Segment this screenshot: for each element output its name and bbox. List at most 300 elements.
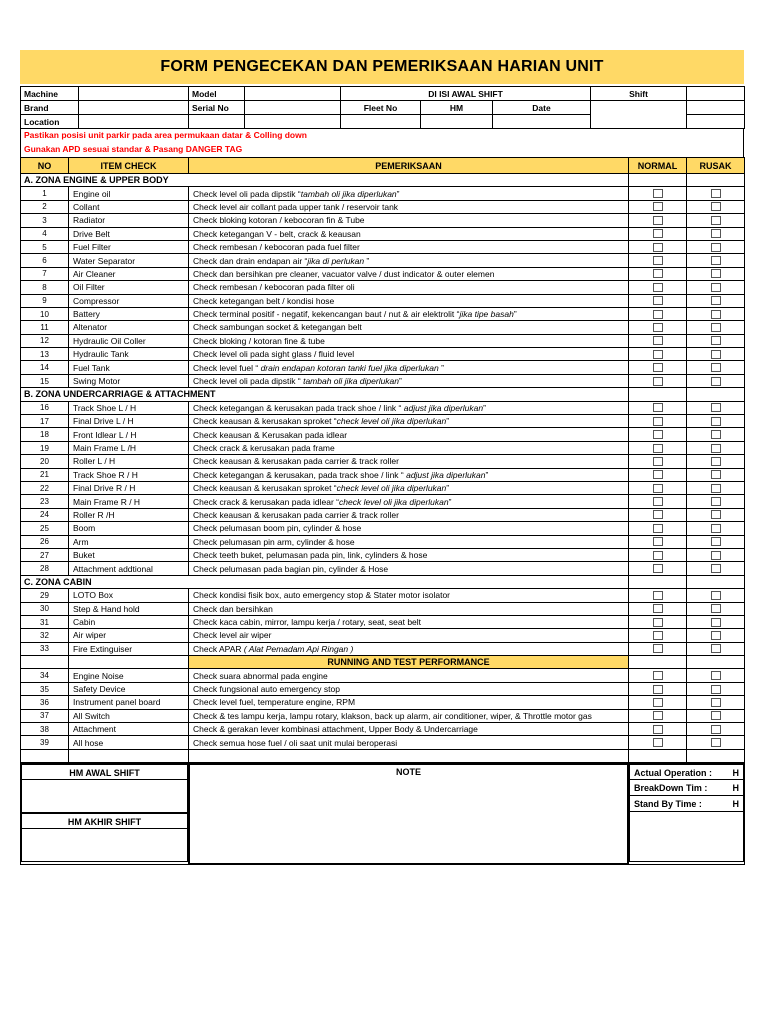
rusak-checkbox-cell[interactable] [687, 254, 745, 267]
checklist-table [20, 157, 745, 763]
rusak-checkbox-cell[interactable] [687, 374, 745, 387]
normal-checkbox-cell[interactable] [629, 481, 687, 494]
section-header-label: A. ZONA ENGINE & UPPER BODY [21, 174, 629, 187]
rusak-checkbox[interactable] [711, 604, 721, 613]
normal-checkbox[interactable] [653, 591, 663, 600]
rusak-checkbox[interactable] [711, 363, 721, 372]
normal-checkbox-cell[interactable] [629, 200, 687, 213]
row-item-check: All hose [69, 736, 189, 749]
normal-checkbox-cell[interactable] [629, 723, 687, 736]
table-row [21, 615, 745, 628]
section-header-label: B. ZONA UNDERCARRIAGE & ATTACHMENT [21, 388, 629, 401]
table-row [21, 508, 745, 521]
normal-checkbox-cell[interactable] [629, 240, 687, 253]
row-item-check: Swing Motor [69, 374, 189, 387]
normal-checkbox-cell[interactable] [629, 736, 687, 749]
rusak-checkbox[interactable] [711, 537, 721, 546]
rusak-checkbox-cell[interactable] [687, 481, 745, 494]
hm-akhir-shift-value[interactable] [21, 829, 188, 862]
row-pemeriksaan [189, 709, 629, 722]
normal-checkbox[interactable] [653, 618, 663, 627]
rusak-checkbox[interactable] [711, 283, 721, 292]
normal-checkbox-cell[interactable] [629, 535, 687, 548]
location-label: Location [21, 115, 79, 129]
row-number: 1 [21, 187, 69, 200]
location-value[interactable] [79, 115, 189, 129]
normal-checkbox-cell[interactable] [629, 589, 687, 602]
info-spare-cell-5 [687, 115, 745, 129]
pemeriksaan-emphasis: jika di perlukan [307, 255, 365, 266]
normal-checkbox-cell[interactable] [629, 642, 687, 655]
table-row [21, 361, 745, 374]
rusak-checkbox-cell[interactable] [687, 401, 745, 414]
rusak-checkbox[interactable] [711, 336, 721, 345]
table-row [21, 562, 745, 575]
pemeriksaan-text: Check level oli pada sight glass / fluid level [193, 349, 355, 360]
rusak-checkbox[interactable] [711, 229, 721, 238]
rusak-checkbox[interactable] [711, 470, 721, 479]
normal-checkbox[interactable] [653, 430, 663, 439]
table-row [21, 240, 745, 253]
row-number: 22 [21, 481, 69, 494]
rusak-checkbox[interactable] [711, 457, 721, 466]
pemeriksaan-text: Check ketegangan & kerusakan, pada track shoe / link “ [193, 469, 407, 480]
hm-value[interactable] [421, 115, 493, 129]
normal-checkbox[interactable] [653, 243, 663, 252]
shift-value[interactable] [591, 101, 687, 129]
rusak-checkbox[interactable] [711, 685, 721, 694]
pemeriksaan-text: Check level air collant pada upper tank / reservoir tank [193, 201, 399, 212]
normal-checkbox-cell[interactable] [629, 227, 687, 240]
rusak-checkbox[interactable] [711, 377, 721, 386]
normal-checkbox-cell[interactable] [629, 187, 687, 200]
rusak-checkbox[interactable] [711, 591, 721, 600]
normal-checkbox[interactable] [653, 256, 663, 265]
rusak-checkbox-cell[interactable] [687, 187, 745, 200]
row-pemeriksaan [189, 723, 629, 736]
row-pemeriksaan [189, 589, 629, 602]
row-item-check: LOTO Box [69, 589, 189, 602]
normal-checkbox[interactable] [653, 417, 663, 426]
table-row [21, 696, 745, 709]
pemeriksaan-text: Check keausan & kerusakan sproket “ [193, 416, 337, 427]
normal-checkbox[interactable] [653, 510, 663, 519]
normal-checkbox-cell[interactable] [629, 334, 687, 347]
band-item-cell [69, 656, 189, 669]
row-item-check: Water Separator [69, 254, 189, 267]
pemeriksaan-tail: ” [483, 402, 486, 413]
normal-checkbox-cell[interactable] [629, 374, 687, 387]
table-row [21, 548, 745, 561]
normal-checkbox[interactable] [653, 644, 663, 653]
rusak-checkbox-cell[interactable] [687, 428, 745, 441]
rusak-checkbox[interactable] [711, 524, 721, 533]
normal-checkbox-cell[interactable] [629, 522, 687, 535]
time-summary-blank[interactable] [629, 812, 744, 862]
col-header-item-check: ITEM CHECK [69, 158, 189, 174]
rusak-checkbox-cell[interactable] [687, 321, 745, 334]
rusak-checkbox-cell[interactable] [687, 240, 745, 253]
pemeriksaan-text: Check & tes lampu kerja, lampu rotary, klakson, back up alarm, air conditioner, wiper, & Throttle motor gas [193, 710, 592, 721]
rusak-checkbox-cell[interactable] [687, 307, 745, 320]
rusak-checkbox-cell[interactable] [687, 348, 745, 361]
row-pemeriksaan [189, 214, 629, 227]
row-pemeriksaan [189, 562, 629, 575]
row-pemeriksaan [189, 348, 629, 361]
row-item-check: Step & Hand hold [69, 602, 189, 615]
normal-checkbox[interactable] [653, 631, 663, 640]
model-label: Model [189, 87, 245, 101]
normal-checkbox-cell[interactable] [629, 294, 687, 307]
pemeriksaan-text: Check keausan & kerusakan pada carrier & track roller [193, 456, 399, 467]
time-label-actual-operation: Actual Operation : [634, 768, 713, 779]
col-header-normal: NORMAL [629, 158, 687, 174]
normal-checkbox[interactable] [653, 497, 663, 506]
row-number: 10 [21, 307, 69, 320]
row-number: 3 [21, 214, 69, 227]
col-header-pemeriksaan: PEMERIKSAAN [189, 158, 629, 174]
normal-checkbox[interactable] [653, 711, 663, 720]
rusak-checkbox-cell[interactable] [687, 562, 745, 575]
row-item-check: Safety Device [69, 682, 189, 695]
pemeriksaan-text: Check & gerakan lever kombinasi attachment, Upper Body & Undercarriage [193, 724, 478, 735]
rusak-checkbox[interactable] [711, 350, 721, 359]
row-pemeriksaan [189, 321, 629, 334]
normal-checkbox[interactable] [653, 671, 663, 680]
rusak-checkbox[interactable] [711, 189, 721, 198]
rusak-checkbox-cell[interactable] [687, 709, 745, 722]
fleet-no-value[interactable] [341, 115, 421, 129]
normal-checkbox[interactable] [653, 229, 663, 238]
pemeriksaan-tail: ” [438, 362, 444, 373]
pemeriksaan-emphasis: drain endapan kotoran tanki fuel jika diperlukan [260, 362, 439, 373]
info-spare-cell-3 [189, 115, 245, 129]
normal-checkbox-cell[interactable] [629, 348, 687, 361]
rusak-checkbox[interactable] [711, 644, 721, 653]
row-pemeriksaan [189, 736, 629, 749]
row-item-check: Attachment [69, 723, 189, 736]
note-block [189, 764, 629, 865]
normal-checkbox-cell[interactable] [629, 254, 687, 267]
normal-checkbox-cell[interactable] [629, 709, 687, 722]
table-row [21, 374, 745, 387]
rusak-checkbox[interactable] [711, 671, 721, 680]
rusak-checkbox[interactable] [711, 296, 721, 305]
normal-checkbox[interactable] [653, 283, 663, 292]
normal-checkbox-cell[interactable] [629, 415, 687, 428]
row-pemeriksaan [189, 294, 629, 307]
row-item-check: All Switch [69, 709, 189, 722]
normal-checkbox-cell[interactable] [629, 696, 687, 709]
normal-checkbox[interactable] [653, 350, 663, 359]
rusak-checkbox[interactable] [711, 269, 721, 278]
rusak-checkbox-cell[interactable] [687, 214, 745, 227]
row-number: 21 [21, 468, 69, 481]
normal-checkbox-cell[interactable] [629, 669, 687, 682]
rusak-checkbox-cell[interactable] [687, 508, 745, 521]
pemeriksaan-tail: ” [396, 188, 400, 199]
row-pemeriksaan [189, 267, 629, 280]
rusak-checkbox[interactable] [711, 430, 721, 439]
time-row-breakdown-time[interactable] [629, 780, 744, 796]
rusak-checkbox[interactable] [711, 417, 721, 426]
col-header-no: NO [21, 158, 69, 174]
hm-shift-block [21, 764, 189, 865]
section-header-row [21, 174, 745, 187]
row-number: 23 [21, 495, 69, 508]
rusak-checkbox-cell[interactable] [687, 615, 745, 628]
normal-checkbox-cell[interactable] [629, 495, 687, 508]
rusak-checkbox-cell[interactable] [687, 495, 745, 508]
normal-checkbox[interactable] [653, 738, 663, 747]
row-item-check: Radiator [69, 214, 189, 227]
page-title-text: FORM PENGECEKAN DAN PEMERIKSAAN HARIAN UNIT [160, 58, 604, 75]
time-label-breakdown-time: BreakDown Tim : [634, 783, 708, 794]
table-row [21, 187, 745, 200]
rusak-checkbox-cell[interactable] [687, 200, 745, 213]
unit-info-table [20, 86, 745, 129]
normal-checkbox-cell[interactable] [629, 602, 687, 615]
band-label: RUNNING AND TEST PERFORMANCE [189, 656, 629, 669]
normal-checkbox[interactable] [653, 444, 663, 453]
normal-checkbox-cell[interactable] [629, 562, 687, 575]
table-row [21, 468, 745, 481]
serial-no-value[interactable] [245, 101, 341, 115]
table-row [21, 307, 745, 320]
rusak-checkbox[interactable] [711, 711, 721, 720]
row-number: 25 [21, 522, 69, 535]
rusak-checkbox[interactable] [711, 444, 721, 453]
normal-checkbox[interactable] [653, 457, 663, 466]
rusak-checkbox[interactable] [711, 256, 721, 265]
row-item-check: Arm [69, 535, 189, 548]
footer-table [20, 763, 745, 865]
rusak-checkbox-cell[interactable] [687, 629, 745, 642]
rusak-checkbox[interactable] [711, 698, 721, 707]
rusak-checkbox-cell[interactable] [687, 267, 745, 280]
normal-checkbox[interactable] [653, 296, 663, 305]
row-pemeriksaan [189, 495, 629, 508]
rusak-checkbox-cell[interactable] [687, 334, 745, 347]
normal-checkbox[interactable] [653, 323, 663, 332]
section-rusak-cell [687, 388, 745, 401]
rusak-checkbox[interactable] [711, 243, 721, 252]
normal-checkbox-cell[interactable] [629, 468, 687, 481]
brand-label: Brand [21, 101, 79, 115]
rusak-checkbox[interactable] [711, 310, 721, 319]
normal-checkbox-cell[interactable] [629, 281, 687, 294]
row-number: 15 [21, 374, 69, 387]
info-spare-cell-2 [687, 101, 745, 115]
rusak-checkbox[interactable] [711, 738, 721, 747]
machine-value[interactable] [79, 87, 189, 101]
row-number: 27 [21, 548, 69, 561]
row-number: 39 [21, 736, 69, 749]
normal-checkbox-cell[interactable] [629, 214, 687, 227]
normal-checkbox[interactable] [653, 310, 663, 319]
rusak-checkbox[interactable] [711, 631, 721, 640]
normal-checkbox-cell[interactable] [629, 267, 687, 280]
rusak-checkbox-cell[interactable] [687, 441, 745, 454]
rusak-checkbox[interactable] [711, 564, 721, 573]
normal-checkbox[interactable] [653, 564, 663, 573]
row-pemeriksaan [189, 441, 629, 454]
normal-checkbox[interactable] [653, 604, 663, 613]
rusak-checkbox[interactable] [711, 323, 721, 332]
normal-checkbox[interactable] [653, 685, 663, 694]
time-row-actual-operation[interactable] [629, 764, 744, 780]
normal-checkbox[interactable] [653, 470, 663, 479]
note-label[interactable]: NOTE [189, 764, 628, 864]
rusak-checkbox-cell[interactable] [687, 723, 745, 736]
info-spare-cell-4 [245, 115, 341, 129]
di-isi-awal-shift-header: DI ISI AWAL SHIFT [341, 87, 591, 101]
rusak-checkbox-cell[interactable] [687, 589, 745, 602]
rusak-checkbox-cell[interactable] [687, 682, 745, 695]
pemeriksaan-text: Check pelumasan pin arm, cylinder & hose [193, 536, 355, 547]
rusak-checkbox[interactable] [711, 551, 721, 560]
normal-checkbox[interactable] [653, 551, 663, 560]
normal-checkbox[interactable] [653, 484, 663, 493]
pemeriksaan-emphasis: tambah oli jika diperlukan [300, 188, 397, 199]
rusak-checkbox-cell[interactable] [687, 642, 745, 655]
normal-checkbox[interactable] [653, 336, 663, 345]
rusak-checkbox-cell[interactable] [687, 522, 745, 535]
rusak-checkbox[interactable] [711, 618, 721, 627]
row-item-check: Front Idlear L / H [69, 428, 189, 441]
normal-checkbox[interactable] [653, 403, 663, 412]
normal-checkbox-cell[interactable] [629, 307, 687, 320]
row-pemeriksaan [189, 602, 629, 615]
footer-row [21, 764, 745, 865]
normal-checkbox[interactable] [653, 202, 663, 211]
band-row [21, 656, 745, 669]
normal-checkbox[interactable] [653, 377, 663, 386]
row-pemeriksaan [189, 361, 629, 374]
row-number: 13 [21, 348, 69, 361]
row-number: 4 [21, 227, 69, 240]
rusak-checkbox-cell[interactable] [687, 548, 745, 561]
rusak-checkbox-cell[interactable] [687, 736, 745, 749]
normal-checkbox-cell[interactable] [629, 361, 687, 374]
normal-checkbox-cell[interactable] [629, 682, 687, 695]
rusak-checkbox[interactable] [711, 510, 721, 519]
date-value[interactable] [493, 115, 591, 129]
table-row [21, 535, 745, 548]
row-pemeriksaan [189, 481, 629, 494]
normal-checkbox[interactable] [653, 524, 663, 533]
rusak-checkbox-cell[interactable] [687, 696, 745, 709]
rusak-checkbox-cell[interactable] [687, 227, 745, 240]
model-value[interactable] [245, 87, 341, 101]
normal-checkbox[interactable] [653, 189, 663, 198]
pemeriksaan-text: Check rembesan / kebocoran pada filter oli [193, 282, 355, 293]
pemeriksaan-text: Check semua hose fuel / oli saat unit mulai beroperasi [193, 737, 398, 748]
row-pemeriksaan [189, 548, 629, 561]
row-pemeriksaan [189, 187, 629, 200]
rusak-checkbox[interactable] [711, 403, 721, 412]
rusak-checkbox-cell[interactable] [687, 468, 745, 481]
pemeriksaan-emphasis: check level oli jika diperlukan [336, 416, 447, 427]
pemeriksaan-text: Check keausan & Kerusakan pada idlear [193, 429, 348, 440]
normal-checkbox[interactable] [653, 725, 663, 734]
hm-awal-shift-value[interactable] [21, 780, 188, 813]
pemeriksaan-text: Check level oli pada dipstik “ [193, 376, 304, 387]
rusak-checkbox-cell[interactable] [687, 281, 745, 294]
section-header-label: C. ZONA CABIN [21, 575, 629, 588]
machine-label: Machine [21, 87, 79, 101]
info-spare-cell-1 [687, 87, 745, 101]
rusak-checkbox-cell[interactable] [687, 602, 745, 615]
brand-value[interactable] [79, 101, 189, 115]
blank-row [21, 749, 745, 762]
row-number: 36 [21, 696, 69, 709]
rusak-checkbox[interactable] [711, 484, 721, 493]
table-row [21, 709, 745, 722]
normal-checkbox[interactable] [653, 363, 663, 372]
normal-checkbox[interactable] [653, 537, 663, 546]
normal-checkbox[interactable] [653, 698, 663, 707]
rusak-checkbox-cell[interactable] [687, 415, 745, 428]
pemeriksaan-tail: ” [364, 255, 370, 266]
pemeriksaan-text: Check kondisi fisik box, auto emergency stop & Stater motor isolator [193, 590, 451, 601]
normal-checkbox-cell[interactable] [629, 508, 687, 521]
pemeriksaan-text: Check bloking kotoran / kebocoran fin & Tube [193, 215, 365, 226]
rusak-checkbox[interactable] [711, 216, 721, 225]
row-number: 33 [21, 642, 69, 655]
row-pemeriksaan [189, 508, 629, 521]
pemeriksaan-text: Check APAR [193, 643, 244, 654]
rusak-checkbox[interactable] [711, 202, 721, 211]
normal-checkbox[interactable] [653, 216, 663, 225]
normal-checkbox-cell[interactable] [629, 428, 687, 441]
row-number: 8 [21, 281, 69, 294]
pemeriksaan-text: Check dan drain endapan air “ [193, 255, 308, 266]
normal-checkbox-cell[interactable] [629, 615, 687, 628]
row-pemeriksaan [189, 374, 629, 387]
normal-checkbox-cell[interactable] [629, 441, 687, 454]
band-rusak-cell [687, 656, 745, 669]
normal-checkbox-cell[interactable] [629, 401, 687, 414]
normal-checkbox-cell[interactable] [629, 321, 687, 334]
rusak-checkbox[interactable] [711, 725, 721, 734]
time-unit-stand-by-time: H [732, 799, 739, 810]
normal-checkbox-cell[interactable] [629, 455, 687, 468]
row-number: 7 [21, 267, 69, 280]
rusak-checkbox-cell[interactable] [687, 535, 745, 548]
row-pemeriksaan [189, 615, 629, 628]
rusak-checkbox[interactable] [711, 497, 721, 506]
row-number: 28 [21, 562, 69, 575]
time-row-stand-by-time[interactable] [629, 796, 744, 812]
pemeriksaan-text: Check dan bersihkan pre cleaner, vacuator valve / dust indicator & outer elemen [193, 268, 495, 279]
rusak-checkbox-cell[interactable] [687, 669, 745, 682]
rusak-checkbox-cell[interactable] [687, 455, 745, 468]
checklist-header-row [21, 158, 745, 174]
section-rusak-cell [687, 174, 745, 187]
normal-checkbox-cell[interactable] [629, 548, 687, 561]
normal-checkbox-cell[interactable] [629, 629, 687, 642]
pemeriksaan-text: Check pelumasan boom pin, cylinder & hose [193, 523, 362, 534]
pemeriksaan-tail: ” [448, 496, 452, 507]
row-item-check: Main Frame L /H [69, 441, 189, 454]
rusak-checkbox-cell[interactable] [687, 361, 745, 374]
rusak-checkbox-cell[interactable] [687, 294, 745, 307]
normal-checkbox[interactable] [653, 269, 663, 278]
pemeriksaan-emphasis: adjust jika diperlukan [403, 402, 484, 413]
serial-no-label: Serial No [189, 101, 245, 115]
pemeriksaan-tail: ” [446, 483, 450, 494]
